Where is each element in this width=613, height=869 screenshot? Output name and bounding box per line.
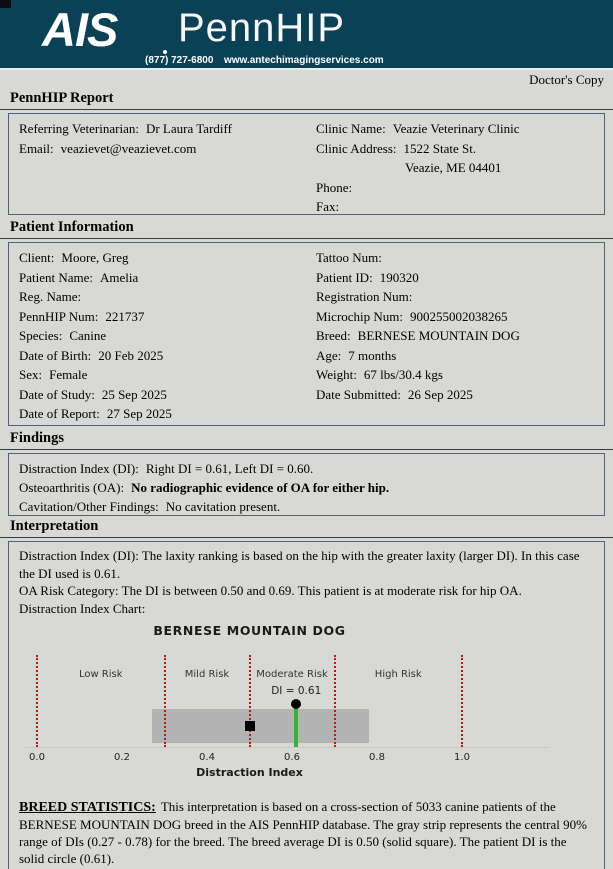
info-row: [9, 326, 306, 346]
x-tick-label: 0.4: [199, 752, 215, 763]
field-value: 221737: [105, 308, 145, 324]
ais-logo-dot-icon: [163, 50, 167, 54]
chart-title: BERNESE MOUNTAIN DOG: [153, 623, 346, 638]
field-value: Veazie Veterinary Clinic: [392, 121, 520, 136]
risk-boundary-line: [36, 655, 38, 747]
info-row: [306, 326, 604, 346]
patient-di-line: [294, 705, 298, 747]
field-value: 20 Feb 2025: [98, 347, 164, 363]
field-label: Clinic Address:: [316, 140, 397, 156]
findings-box: [8, 453, 605, 516]
info-row: [9, 404, 306, 424]
info-row: [9, 287, 306, 307]
info-row: [306, 365, 604, 385]
field-label: Phone:: [316, 179, 353, 195]
field-label: Tattoo Num:: [316, 250, 382, 265]
field-label: Client:: [19, 250, 55, 265]
finding-row: [9, 497, 604, 516]
header-phone: (877) 727-6800: [145, 55, 214, 66]
field-value: 190320: [379, 269, 419, 285]
report-title: PennHIP Report: [10, 90, 114, 106]
interpretation-box: [8, 541, 605, 869]
corner-notch: [0, 0, 11, 8]
pennhip-logo: PennHIP: [178, 6, 346, 50]
info-row: [9, 139, 306, 159]
section-title-patient: Patient Information: [10, 219, 134, 235]
interpretation-di-paragraph: Distraction Index (DI): The laxity ranking is based on the hip with the greater laxity (larger DI). In this case the DI used is 0.61.: [19, 548, 580, 581]
field-value: 900255002038265: [410, 308, 508, 324]
info-row: [306, 346, 604, 366]
x-tick-label: 0.8: [369, 752, 385, 763]
interpretation-risk-paragraph: OA Risk Category: The DI is between 0.50 and 0.69. This patient is at moderate risk for hip OA.: [19, 583, 522, 598]
field-value: Female: [49, 367, 88, 382]
field-label: Date of Report:: [19, 406, 100, 421]
x-tick-label: 0.6: [284, 752, 300, 763]
info-row: [306, 139, 604, 159]
field-label: Reg. Name:: [19, 289, 82, 304]
field-label: Date of Birth:: [19, 347, 92, 363]
risk-zone-label: High Risk: [374, 669, 422, 680]
info-row: [306, 287, 604, 307]
field-label: Cavitation/Other Findings:: [19, 499, 159, 514]
x-tick-label: 0.0: [29, 752, 45, 763]
patient-info-box: [8, 242, 605, 426]
field-value: Moore, Greg: [61, 250, 129, 265]
risk-zone-label: Moderate Risk: [256, 669, 328, 680]
field-value: Canine: [69, 328, 107, 343]
section-title-findings: Findings: [10, 430, 64, 446]
breed-range-band: [152, 709, 369, 743]
info-row: [306, 248, 604, 268]
field-value: 1522 State St.: [403, 140, 477, 156]
field-value: 67 lbs/30.4 kgs: [363, 367, 443, 382]
info-row: [9, 385, 306, 405]
ais-logo: AIS: [42, 3, 118, 56]
risk-boundary-line: [461, 655, 463, 747]
info-row: [306, 268, 604, 288]
field-label: Weight:: [316, 367, 357, 382]
field-label: PennHIP Num:: [19, 308, 99, 324]
field-label: Patient Name:: [19, 269, 94, 285]
x-axis-line: [23, 747, 549, 748]
field-label: Patient ID:: [316, 269, 373, 285]
field-label: Clinic Name:: [316, 121, 386, 136]
field-value: Dr Laura Tardiff: [145, 121, 232, 136]
field-label: Distraction Index (DI):: [19, 461, 139, 476]
info-row: [306, 178, 604, 198]
field-label: Date Submitted:: [316, 386, 401, 402]
field-value: BERNESE MOUNTAIN DOG: [357, 328, 520, 343]
breed-statistics-label: BREED STATISTICS:: [19, 800, 156, 815]
field-label: Species:: [19, 328, 63, 343]
info-row: [9, 248, 306, 268]
topbar: [0, 0, 613, 70]
info-row: [9, 346, 306, 366]
breed-average-marker: [245, 721, 255, 731]
field-label: Age:: [316, 347, 342, 363]
info-row: [9, 119, 306, 139]
field-value: veazievet@veazievet.com: [60, 140, 197, 156]
header-website: www.antechimagingservices.com: [224, 55, 384, 66]
section-divider: [0, 238, 613, 239]
field-value: Veazie, ME 04401: [405, 160, 502, 175]
section-divider: [0, 109, 613, 110]
field-value: 25 Sep 2025: [101, 386, 167, 402]
risk-zone-label: Mild Risk: [184, 669, 230, 680]
field-value: No radiographic evidence of OA for either hip.: [131, 480, 390, 495]
field-label: Sex:: [19, 367, 43, 382]
field-label: Registration Num:: [316, 289, 413, 304]
info-row: [306, 197, 604, 217]
interpretation-chart-caption: Distraction Index Chart:: [19, 600, 146, 616]
finding-row: [9, 478, 604, 497]
breed-statistics-paragraph: [9, 798, 604, 867]
referring-vet-box: [8, 113, 605, 215]
field-value: 7 months: [348, 347, 397, 363]
field-label: Microchip Num:: [316, 308, 404, 324]
patient-di-marker: [291, 699, 301, 709]
section-title-interpretation: Interpretation: [10, 518, 99, 534]
field-value: 26 Sep 2025: [407, 386, 473, 402]
field-label: Osteoarthritis (OA):: [19, 480, 125, 495]
field-label: Fax:: [316, 199, 340, 214]
info-row: [9, 307, 306, 327]
info-row: [9, 268, 306, 288]
info-row: [306, 158, 604, 178]
info-row: [306, 385, 604, 405]
breed-statistics-text: This interpretation is based on a cross-section of 5033 canine patients of the BERNESE MOUNTAIN DOG breed in the AIS PennHIP database. The gray strip represents the central 90% range of DIs (0.27 - 0.78) for the breed. The breed average DI is 0.50 (solid square). The patient DI is the solid circle (0.61).: [19, 799, 587, 866]
x-tick-label: 0.2: [114, 752, 130, 763]
field-label: Referring Veterinarian:: [19, 121, 139, 136]
info-row: [9, 365, 306, 385]
field-value: No cavitation present.: [165, 499, 281, 514]
section-divider: [0, 449, 613, 450]
field-value: 27 Sep 2025: [106, 406, 172, 421]
finding-row: [9, 459, 604, 478]
field-label: Email:: [19, 140, 54, 156]
field-value: Right DI = 0.61, Left DI = 0.60.: [145, 461, 314, 476]
info-row: [306, 119, 604, 139]
field-label: Breed:: [316, 328, 351, 343]
distraction-index-chart: [9, 619, 593, 784]
risk-zone-label: Low Risk: [78, 669, 123, 680]
patient-di-label: DI = 0.61: [271, 685, 322, 697]
x-tick-label: 1.0: [454, 752, 470, 763]
doctors-copy-label: Doctor's Copy: [529, 72, 604, 87]
info-row: [306, 307, 604, 327]
field-value: Amelia: [100, 269, 139, 285]
x-axis-title: Distraction Index: [196, 766, 303, 779]
field-label: Date of Study:: [19, 386, 95, 402]
section-divider: [0, 537, 613, 538]
